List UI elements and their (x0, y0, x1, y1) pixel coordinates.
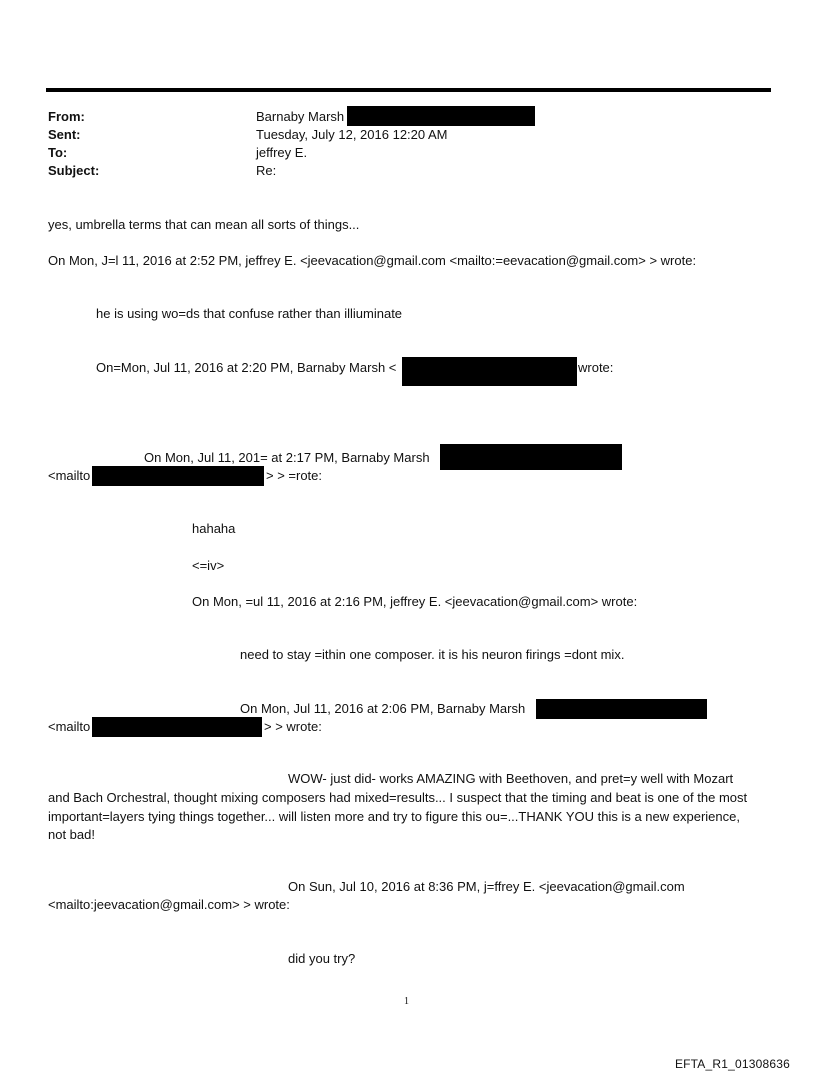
document-id: EFTA_R1_01308636 (674, 1057, 790, 1071)
quote-header-continuation: <mailto:jeevacation@gmail.com> > wrote: (48, 897, 290, 912)
reply-text: yes, umbrella terms that can mean all sorts of things... (48, 217, 360, 232)
quote-header: On Mon, J=l 11, 2016 at 2:52 PM, jeffrey E. <jeevacation@gmail.com <mailto:=eevacation@gmail.com> > wrote: (48, 253, 697, 268)
to-label: To: (48, 145, 68, 160)
quote-header-tail: wrote: (578, 360, 614, 375)
subject-label: Subject: (48, 163, 100, 178)
redaction-block (440, 444, 622, 470)
subject-value: Re: (256, 163, 277, 178)
mailto-prefix: <mailto (48, 468, 91, 483)
sent-value: Tuesday, July 12, 2016 12:20 AM (256, 127, 448, 142)
reply-text: <=iv> (192, 558, 225, 573)
reply-text: need to stay =ithin one composer. it is his neuron firings =dont mix. (240, 647, 625, 662)
mailto-suffix: > > =rote: (266, 468, 323, 483)
redaction-block (92, 466, 264, 486)
quote-header: On Sun, Jul 10, 2016 at 8:36 PM, j=ffrey E. <jeevacation@gmail.com (288, 879, 685, 894)
reply-text: hahaha (192, 521, 236, 536)
quote-header: On Mon, =ul 11, 2016 at 2:16 PM, jeffrey E. <jeevacation@gmail.com> wrote: (192, 594, 638, 609)
sent-label: Sent: (48, 127, 81, 142)
page-number: 1 (404, 996, 409, 1007)
quote-header: On=Mon, Jul 11, 2016 at 2:20 PM, Barnaby Marsh < (96, 360, 397, 375)
redaction-block (92, 717, 262, 737)
reply-text: WOW- just did- works AMAZING with Beethoven, and pret=y well with Mozart (288, 771, 734, 786)
quote-header: On Mon, Jul 11, 201= at 2:17 PM, Barnaby Marsh (144, 450, 430, 465)
redaction-block (347, 106, 535, 126)
header-rule (46, 88, 771, 92)
quote-header: On Mon, Jul 11, 2016 at 2:06 PM, Barnaby Marsh (240, 701, 526, 716)
reply-text: did you try? (288, 951, 356, 966)
redaction-block (536, 699, 707, 719)
mailto-suffix: > > wrote: (264, 719, 322, 734)
redaction-block (402, 357, 577, 386)
reply-paragraph: and Bach Orchestral, thought mixing composers had mixed=results... I suspect that the timing and beat is one of the most important=layers tying things together... will listen more and try to figure this ou=...THANK YOU this is a new experience, not bad! (48, 790, 748, 842)
from-label: From: (48, 109, 85, 124)
from-value: Barnaby Marsh (256, 109, 345, 124)
mailto-prefix: <mailto (48, 719, 91, 734)
reply-text: he is using wo=ds that confuse rather than illiuminate (96, 306, 403, 321)
to-value: jeffrey E. (256, 145, 308, 160)
